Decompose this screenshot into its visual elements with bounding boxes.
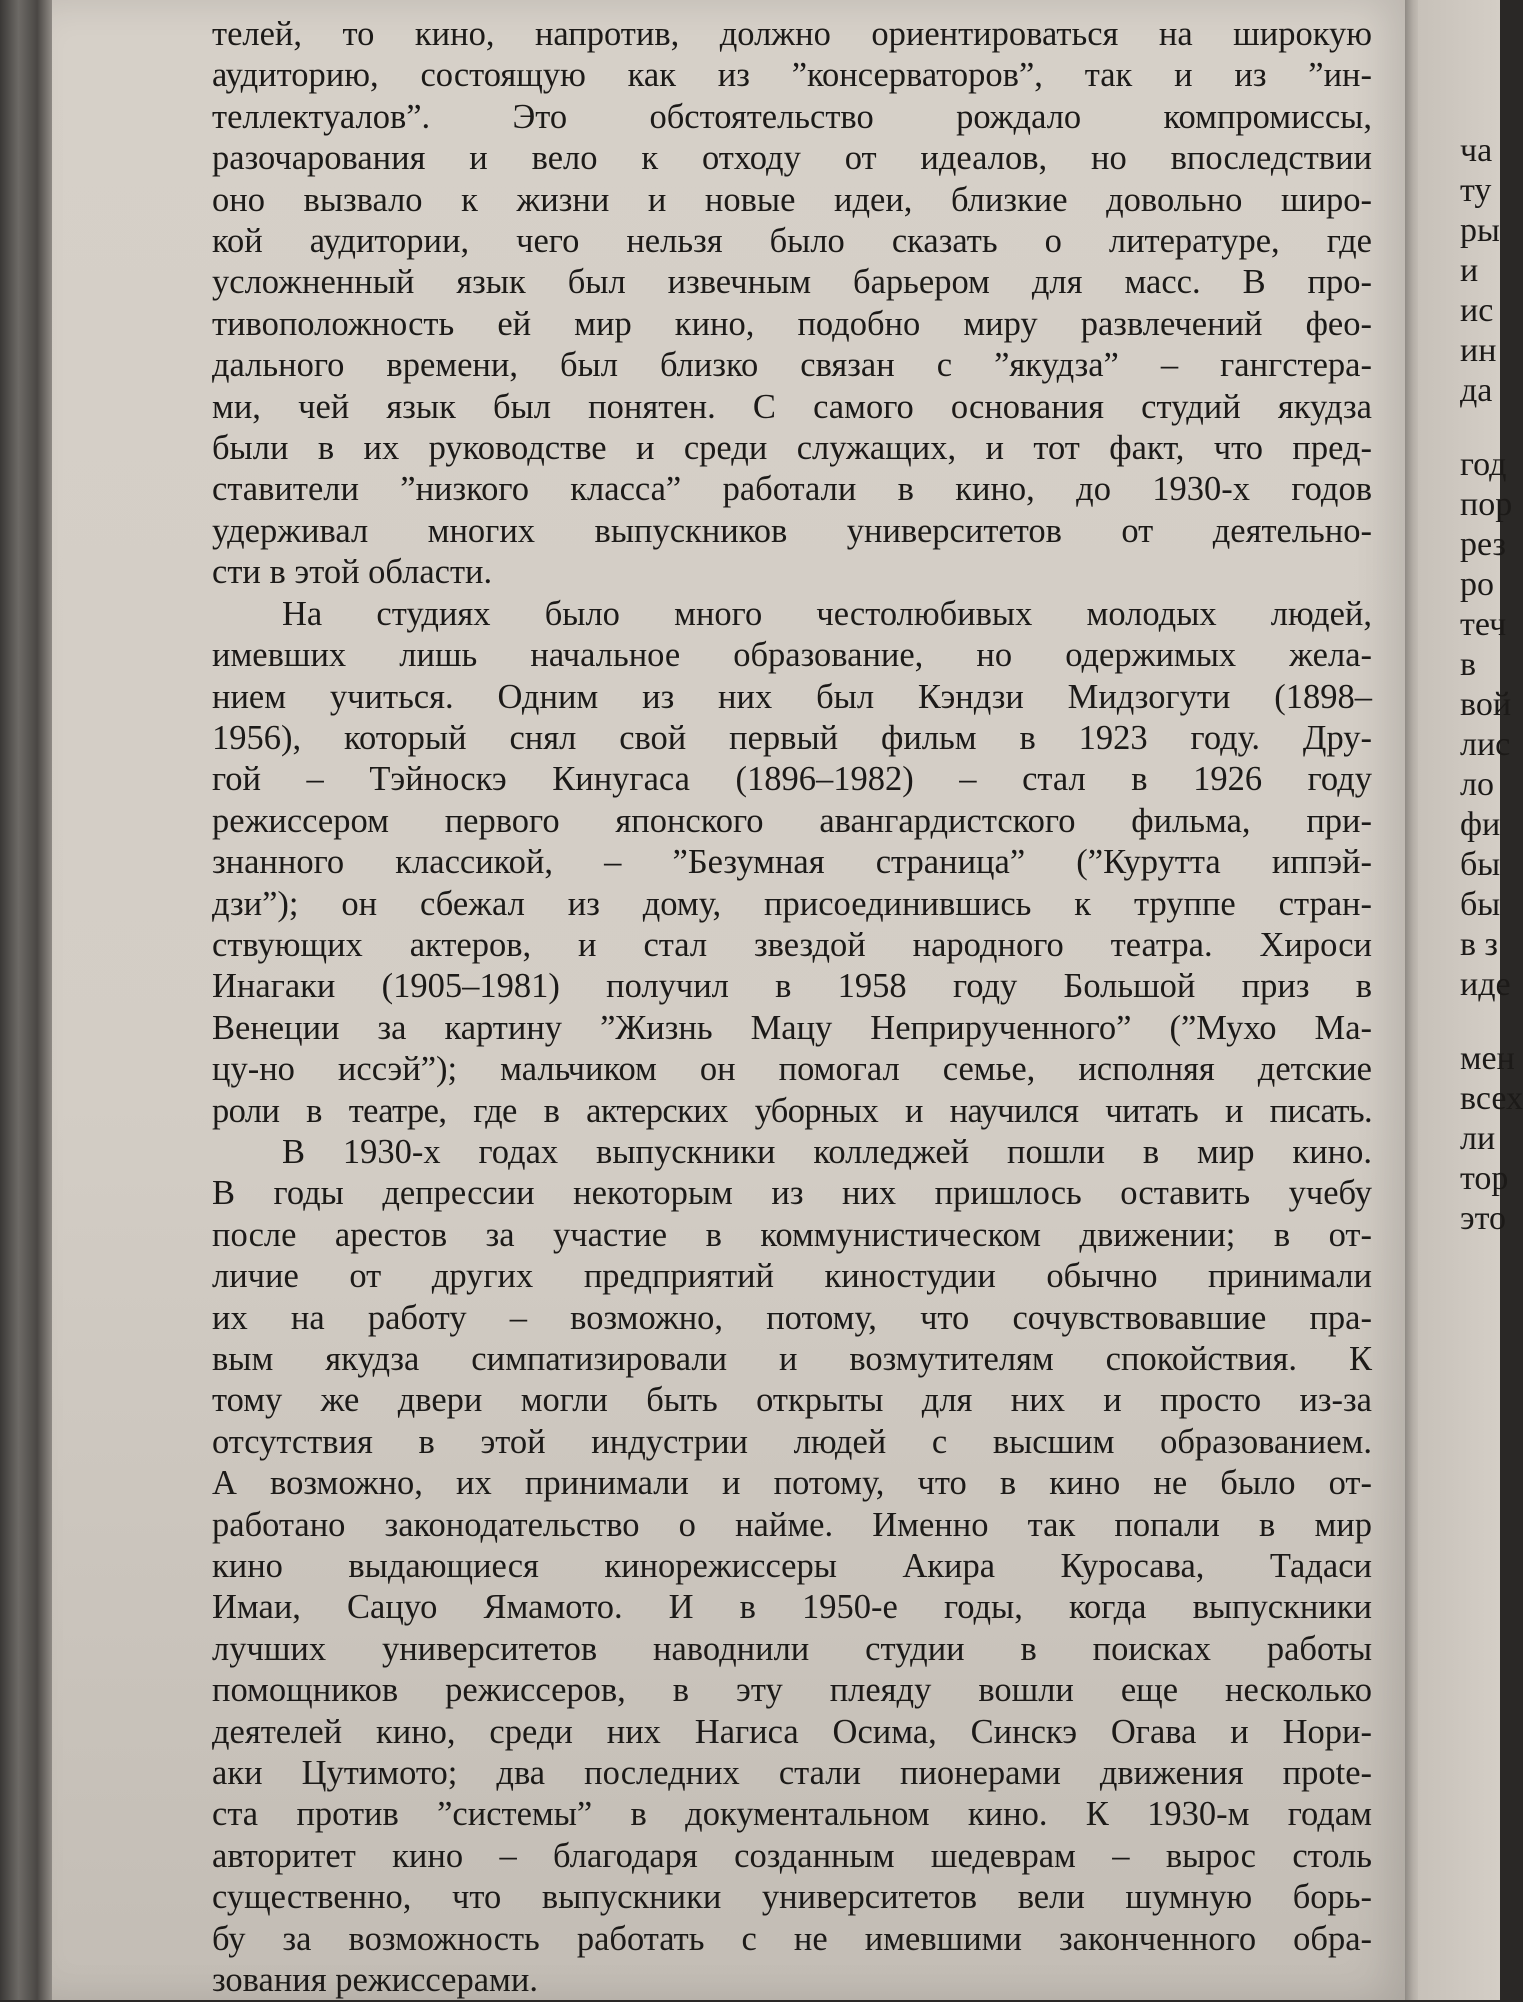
facing-page-fragment: ро <box>1460 566 1494 603</box>
text-line: аки Цутимото; два последних стали пионерами движения прote- <box>212 1754 1372 1793</box>
text-line: роли в театре, где в актерских уборных и научился читать и писать. <box>212 1091 1372 1130</box>
text-line: режиссером первого японского авангардистского фильма, при- <box>212 801 1372 840</box>
paragraph-3 <box>212 1132 1372 2002</box>
text-line: дального времени, был близко связан с ”якудза” – гангстера- <box>212 346 1372 385</box>
text-line: На студиях было много честолюбивых молодых людей, <box>282 594 1372 633</box>
facing-page-fragment: бы <box>1460 846 1501 883</box>
facing-page-fragment: пор <box>1460 486 1513 523</box>
text-line: дзи”); он сбежал из дому, присоединившись к труппе стран- <box>212 884 1372 923</box>
facing-page-fragment: теч <box>1460 606 1507 643</box>
text-line: зования режиссерами. <box>212 1961 538 2000</box>
text-line: Инагаки (1905–1981) получил в 1958 году Большой приз в <box>212 967 1372 1006</box>
facing-page-fragment: ин <box>1460 332 1497 369</box>
facing-page-fragment: вой <box>1460 686 1512 723</box>
text-line: ставители ”низкого класса” работали в кино, до 1930-х годов <box>212 470 1372 509</box>
facing-page-fragment: мен <box>1460 1040 1515 1077</box>
text-line: оно вызвало к жизни и новые идеи, близкие довольно широ- <box>212 180 1372 219</box>
text-line: кой аудитории, чего нельзя было сказать о литературе, где <box>212 222 1372 261</box>
text-line: нием учиться. Одним из них был Кэндзи Мидзогути (1898– <box>212 677 1372 716</box>
paragraph-1 <box>212 14 1372 594</box>
text-line: существенно, что выпускники университетов вели шумную борь- <box>212 1878 1372 1917</box>
facing-page-fragment: тор <box>1460 1160 1509 1197</box>
facing-page-fragment: и <box>1460 252 1479 289</box>
text-line: имевших лишь начальное образование, но одержимых жела- <box>212 636 1372 675</box>
facing-page-fragment: рез <box>1460 526 1506 563</box>
facing-page-fragment: в з <box>1460 926 1498 963</box>
text-line: авторитет кино – благодаря созданным шедеврам – вырос столь <box>212 1836 1372 1875</box>
facing-page-fragment: да <box>1460 372 1493 409</box>
text-line: после арестов за участие в коммунистическом движении; в от- <box>212 1215 1372 1254</box>
text-line: ствующих актеров, и стал звездой народного театра. Хироси <box>212 925 1372 964</box>
text-line: В 1930-х годах выпускники колледжей пошли в мир кино. <box>282 1132 1372 1171</box>
page-text <box>212 14 1372 2002</box>
facing-page-fragment: ло <box>1460 766 1494 803</box>
facing-page-fragment: в <box>1460 646 1477 683</box>
text-line: тивоположность ей мир кино, подобно миру развлечений фео- <box>212 304 1372 343</box>
text-line: разочарования и вело к отходу от идеалов, но впоследствии <box>212 139 1372 178</box>
text-line: ми, чей язык был понятен. С самого основания студий якудза <box>212 387 1372 426</box>
text-line: личие от других предприятий киностудии обычно принимали <box>212 1257 1372 1296</box>
text-line: вым якудза симпатизировали и возмутителям спокойствия. К <box>212 1340 1372 1378</box>
facing-page-fragment: год <box>1460 446 1507 483</box>
text-line: деятелей кино, среди них Нагиса Осима, Синскэ Огава и Нори- <box>212 1712 1372 1751</box>
text-line: знанного классикой, – ”Безумная страница” (”Курутта иппэй- <box>212 843 1372 882</box>
text-line: сти в этой области. <box>212 553 493 592</box>
facing-page-fragment: всех <box>1460 1080 1523 1117</box>
text-line: телей, то кино, напротив, должно ориентироваться на широкую <box>212 15 1372 53</box>
text-line: В годы депрессии некоторым из них пришлось оставить учебу <box>212 1174 1372 1213</box>
text-line: теллектуалов”. Это обстоятельство рождало компромиссы, <box>212 97 1372 136</box>
text-line: Имаи, Сацуо Ямамото. И в 1950-е годы, когда выпускники <box>212 1588 1372 1627</box>
text-line: гой – Тэйноскэ Кинугаса (1896–1982) – стал в 1926 году <box>212 760 1372 799</box>
facing-page-fragment: ис <box>1460 292 1494 329</box>
text-line: помощников режиссеров, в эту плеяду вошли еще несколько <box>212 1671 1372 1710</box>
text-line: бу за возможность работать с не имевшими законченного обра- <box>212 1919 1372 1958</box>
text-line: ста против ”системы” в документальном кино. К 1930-м годам <box>212 1795 1372 1834</box>
text-line: отсутствия в этой индустрии людей с высшим образованием. <box>212 1422 1372 1461</box>
facing-page-fragment: это <box>1460 1200 1507 1237</box>
facing-page-fragment: ли <box>1460 1120 1496 1157</box>
facing-page-fragment: фи <box>1460 806 1501 843</box>
text-line: цу-но иссэй”); мальчиком он помогал семье, исполняя детские <box>212 1050 1372 1089</box>
text-line: кино выдающиеся кинорежиссеры Акира Куросава, Тадаси <box>212 1547 1372 1586</box>
facing-page-fragment: бы <box>1460 886 1501 923</box>
text-line: были в их руководстве и среди служащих, и тот факт, что пред- <box>212 429 1372 468</box>
facing-page-fragment: ры <box>1460 212 1500 249</box>
paragraph-2 <box>212 594 1372 1132</box>
facing-page-fragment: ча <box>1460 132 1493 169</box>
text-line: усложненный язык был извечным барьером для масс. В про- <box>212 263 1372 302</box>
facing-page-fragment: иде <box>1460 966 1511 1003</box>
facing-page-fragment: лис <box>1460 726 1511 763</box>
text-line: работано законодательство о найме. Именно так попали в мир <box>212 1505 1372 1544</box>
text-line: тому же двери могли быть открыты для них и просто из-за <box>212 1381 1372 1420</box>
text-line: лучших университетов наводнили студии в поисках работы <box>212 1629 1372 1668</box>
text-line: удерживал многих выпускников университетов от деятельно- <box>212 511 1372 550</box>
text-line: 1956), который снял свой первый фильм в 1923 году. Дру- <box>212 718 1372 757</box>
text-line: их на работу – возможно, потому, что сочувствовавшие пра- <box>212 1298 1372 1337</box>
facing-page-fragment: ту <box>1460 172 1492 209</box>
text-line: аудиторию, состоящую как из ”консерваторов”, так и из ”ин- <box>212 56 1372 95</box>
text-line: А возможно, их принимали и потому, что в кино не было от- <box>212 1464 1372 1503</box>
text-line: Венеции за картину ”Жизнь Мацу Неприрученного” (”Мухо Ма- <box>212 1008 1372 1047</box>
